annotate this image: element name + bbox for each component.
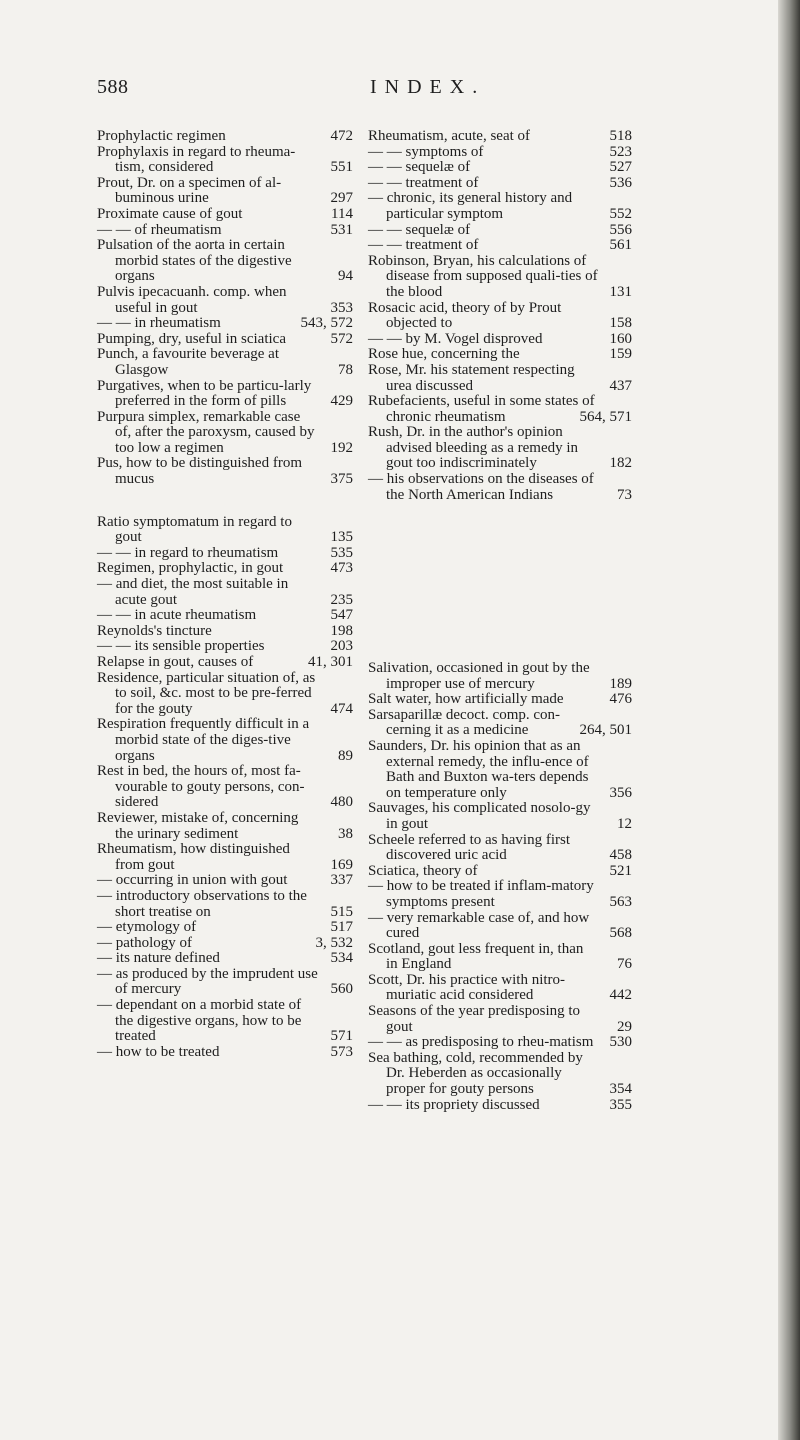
entry-page-ref: 375	[330, 471, 353, 488]
entry-page-ref: 521	[609, 862, 632, 879]
index-entry	[97, 456, 353, 487]
entry-text: Rosacic acid, theory of by Prout objected to	[368, 299, 562, 332]
entry-text: — — its propriety discussed	[368, 1096, 540, 1113]
entry-text: Ratio symptomatum in regard to gout	[97, 513, 292, 546]
entry-page-ref: 561	[609, 237, 632, 254]
index-entry	[97, 223, 353, 239]
index-entry	[368, 160, 632, 176]
entry-text: — and diet, the most suitable in acute gout	[97, 576, 289, 608]
entry-text: — introductory observations to the short treatise on	[97, 887, 307, 920]
index-entry	[368, 942, 632, 973]
index-entry	[368, 973, 632, 1004]
entry-text: — — sequelæ of	[368, 159, 471, 176]
entry-page-ref: 536	[609, 174, 632, 191]
index-entry	[97, 410, 353, 457]
entry-page-ref: 264, 501	[579, 722, 632, 739]
entry-text: Prout, Dr. on a specimen of al-buminous urine	[97, 174, 282, 207]
entry-page-ref: 560	[330, 981, 353, 998]
entry-page-ref: 12	[617, 815, 632, 832]
entry-text: Pulsation of the aorta in certain morbid states of the digestive organs	[97, 237, 292, 285]
entry-page-ref: 437	[609, 377, 632, 394]
entry-text: Punch, a favourite beverage at Glasgow	[97, 346, 279, 378]
section-gap	[97, 488, 353, 515]
index-entry	[97, 764, 353, 811]
entry-page-ref: 547	[330, 607, 353, 624]
entry-text: Residence, particular situation of, as to soil, &c. most to be pre-ferred for the gouty	[97, 669, 316, 717]
index-entry	[97, 717, 353, 764]
entry-page-ref: 531	[330, 221, 353, 238]
index-entry	[368, 363, 632, 394]
entry-page-ref: 442	[609, 987, 632, 1004]
entry-text: Relapse in gout, causes of	[97, 654, 254, 670]
entry-page-ref: 135	[330, 529, 353, 546]
entry-text: — as produced by the imprudent use of mercury	[97, 965, 318, 998]
entry-page-ref: 38	[338, 825, 353, 842]
index-entry	[368, 238, 632, 254]
entry-text: — chronic, its general history and particular symptom	[368, 190, 573, 222]
entry-text: — — treatment of	[368, 237, 479, 254]
entry-page-ref: 76	[617, 956, 632, 973]
index-entry	[368, 708, 632, 739]
entry-page-ref: 354	[609, 1081, 632, 1098]
entry-text: — — treatment of	[368, 174, 479, 191]
page-number: 588	[97, 76, 129, 98]
index-entry	[368, 833, 632, 864]
entry-text: — — by M. Vogel disproved	[368, 330, 543, 347]
entry-page-ref: 78	[338, 361, 353, 378]
entry-text: Rubefacients, useful in some states of chronic rheumatism	[368, 393, 595, 425]
entry-page-ref: 474	[330, 700, 353, 717]
index-entry	[368, 1004, 632, 1035]
entry-page-ref: 543, 572	[300, 315, 353, 332]
index-entry	[368, 692, 632, 708]
entry-text: — — symptoms of	[368, 143, 484, 160]
entry-text: Rose hue, concerning the	[368, 346, 520, 363]
index-entry	[97, 639, 353, 655]
index-entry	[97, 515, 353, 546]
index-entry	[368, 661, 632, 692]
index-entry	[368, 223, 632, 239]
entry-page-ref: 114	[331, 205, 353, 222]
index-entry	[368, 301, 632, 332]
index-entry	[97, 655, 353, 671]
entry-text: Pumping, dry, useful in sciatica	[97, 330, 286, 347]
entry-text: — occurring in union with gout	[97, 872, 288, 889]
index-entry	[368, 332, 632, 348]
entry-page-ref: 94	[338, 268, 353, 285]
entry-page-ref: 337	[330, 872, 353, 889]
index-entry	[97, 546, 353, 562]
entry-page-ref: 41, 301	[308, 654, 353, 670]
index-entry	[97, 129, 353, 145]
entry-text: Sciatica, theory of	[368, 862, 478, 879]
index-entry	[368, 1098, 632, 1114]
entry-page-ref: 527	[609, 159, 632, 176]
entry-page-ref: 169	[330, 856, 353, 873]
entry-text: Respiration frequently difficult in a morbid state of the diges-tive organs	[97, 716, 310, 764]
entry-text: Seasons of the year predisposing to gout	[368, 1003, 581, 1035]
entry-page-ref: 235	[330, 591, 353, 608]
entry-page-ref: 297	[330, 190, 353, 207]
entry-page-ref: 182	[609, 455, 632, 472]
entry-page-ref: 523	[609, 143, 632, 160]
index-entry	[368, 911, 632, 942]
index-entry	[97, 332, 353, 348]
entry-text: Scheele referred to as having first discovered uric acid	[368, 831, 570, 864]
index-entry	[97, 347, 353, 378]
index-entry	[97, 951, 353, 967]
index-entry	[97, 577, 353, 608]
entry-page-ref: 564, 571	[579, 408, 632, 425]
entry-text: — — sequelæ of	[368, 221, 471, 238]
entry-page-ref: 458	[609, 847, 632, 864]
entry-page-ref: 551	[330, 159, 353, 176]
index-entry	[97, 873, 353, 889]
entry-page-ref: 131	[609, 283, 632, 300]
entry-text: Prophylactic regimen	[97, 128, 226, 144]
entry-page-ref: 192	[330, 439, 353, 456]
index-entry	[97, 998, 353, 1045]
entry-text: — — of rheumatism	[97, 221, 222, 238]
entry-page-ref: 355	[609, 1096, 632, 1113]
entry-text: Regimen, prophylactic, in gout	[97, 560, 284, 577]
index-entry	[97, 238, 353, 285]
index-entry	[368, 254, 632, 301]
index-entry	[97, 379, 353, 410]
index-entry	[368, 1051, 632, 1098]
index-entry	[368, 425, 632, 472]
right-group-r	[368, 129, 632, 503]
entry-page-ref: 159	[609, 346, 632, 363]
index-entry	[97, 842, 353, 873]
index-entry	[368, 191, 632, 222]
index-entry	[97, 624, 353, 640]
entry-text: — how to be treated if inflam-matory symptoms present	[368, 878, 594, 910]
left-group-p	[97, 129, 353, 488]
entry-text: Reynolds's tincture	[97, 622, 212, 639]
entry-text: — dependant on a morbid state of the digestive organs, how to be treated	[97, 997, 302, 1045]
entry-page-ref: 571	[330, 1028, 353, 1045]
entry-text: Reviewer, mistake of, concerning the urinary sediment	[97, 809, 299, 842]
index-entry	[97, 889, 353, 920]
index-entry	[97, 207, 353, 223]
entry-text: Sauvages, his complicated nosolo-gy in gout	[368, 800, 591, 832]
index-entry	[368, 739, 632, 801]
entry-text: — etymology of	[97, 919, 197, 936]
entry-page-ref: 530	[609, 1034, 632, 1051]
entry-page-ref: 473	[330, 560, 353, 577]
index-entry	[368, 394, 632, 425]
entry-text: — its nature defined	[97, 950, 220, 967]
entry-page-ref: 518	[609, 128, 632, 144]
entry-page-ref: 189	[609, 675, 632, 692]
entry-page-ref: 552	[609, 205, 632, 222]
entry-page-ref: 160	[609, 330, 632, 347]
index-entry	[97, 671, 353, 718]
entry-text: — how to be treated	[97, 1043, 220, 1060]
entry-text: Purpura simplex, remarkable case of, after the paroxysm, caused by too low a regimen	[97, 408, 315, 456]
entry-text: Rest in bed, the hours of, most fa-vourable to gouty persons, con-sidered	[97, 763, 305, 811]
entry-page-ref: 198	[330, 622, 353, 639]
entry-page-ref: 3, 532	[315, 934, 353, 951]
index-entry	[368, 864, 632, 880]
index-entry	[368, 472, 632, 503]
entry-text: — — in acute rheumatism	[97, 607, 257, 624]
entry-text: Sea bathing, cold, recommended by Dr. Heberden as occasionally proper for gouty persons	[368, 1049, 583, 1098]
right-column-lower	[368, 661, 632, 1113]
entry-text: Scotland, gout less frequent in, than in England	[368, 940, 584, 973]
page-edge-shadow	[778, 0, 800, 1440]
entry-page-ref: 563	[609, 893, 632, 910]
entry-text: Pulvis ipecacuanh. comp. when useful in gout	[97, 283, 287, 316]
index-entry	[97, 285, 353, 316]
entry-page-ref: 476	[609, 691, 632, 708]
index-entry	[97, 936, 353, 952]
index-entry	[368, 347, 632, 363]
entry-page-ref: 356	[609, 784, 632, 801]
entry-page-ref: 535	[330, 544, 353, 561]
entry-page-ref: 29	[617, 1018, 632, 1035]
index-entry	[368, 176, 632, 192]
index-entry	[368, 1035, 632, 1051]
index-entry	[97, 145, 353, 176]
entry-text: Robinson, Bryan, his calculations of disease from supposed quali-ties of the blood	[368, 252, 598, 300]
index-entry	[97, 967, 353, 998]
index-entry	[368, 879, 632, 910]
entry-text: Purgatives, when to be particu-larly preferred in the form of pills	[97, 377, 312, 410]
index-entry	[368, 129, 632, 145]
entry-text: — very remarkable case of, and how cured	[368, 909, 590, 942]
page-title: INDEX.	[370, 76, 486, 98]
entry-page-ref: 534	[330, 950, 353, 967]
left-group-r	[97, 515, 353, 1061]
entry-text: — — in regard to rheumatism	[97, 544, 279, 561]
left-column	[97, 129, 353, 1060]
index-entry	[97, 176, 353, 207]
index-entry	[97, 561, 353, 577]
entry-page-ref: 573	[330, 1043, 353, 1060]
index-entry	[368, 145, 632, 161]
entry-text: — — as predisposing to rheu-matism	[368, 1034, 594, 1051]
entry-text: Salivation, occasioned in gout by the improper use of mercury	[368, 660, 590, 692]
entry-text: Rheumatism, acute, seat of	[368, 128, 531, 144]
index-entry	[368, 801, 632, 832]
entry-page-ref: 480	[330, 794, 353, 811]
entry-page-ref: 472	[330, 128, 353, 144]
index-entry	[97, 316, 353, 332]
entry-text: — his observations on the diseases of the North American Indians	[368, 471, 594, 503]
entry-text: Scott, Dr. his practice with nitro-muriatic acid considered	[368, 971, 566, 1004]
entry-page-ref: 515	[330, 903, 353, 920]
entry-text: Sarsaparillæ decoct. comp. con-cerning it as a medicine	[368, 706, 561, 739]
entry-text: — pathology of	[97, 934, 192, 951]
index-entry	[97, 920, 353, 936]
entry-text: Prophylaxis in regard to rheuma-tism, considered	[97, 143, 296, 176]
entry-text: Salt water, how artificially made	[368, 691, 564, 708]
entry-page-ref: 73	[617, 486, 632, 503]
right-group-s	[368, 661, 632, 1113]
entry-page-ref: 572	[330, 330, 353, 347]
index-entry	[97, 811, 353, 842]
entry-text: Proximate cause of gout	[97, 205, 243, 222]
entry-text: Rush, Dr. in the author's opinion advised bleeding as a remedy in gout too indiscriminately	[368, 424, 579, 472]
entry-page-ref: 203	[330, 638, 353, 655]
entry-text: — — its sensible properties	[97, 638, 265, 655]
right-column	[368, 129, 632, 503]
entry-page-ref: 517	[330, 919, 353, 936]
entry-page-ref: 429	[330, 393, 353, 410]
entry-text: Saunders, Dr. his opinion that as an external remedy, the influ-ence of Bath and Buxton wa-ters depends on temperature only	[368, 737, 589, 801]
index-entry	[97, 1045, 353, 1061]
entry-page-ref: 556	[609, 221, 632, 238]
entry-text: Pus, how to be distinguished from mucus	[97, 455, 302, 488]
entry-text: Rose, Mr. his statement respecting urea discussed	[368, 361, 575, 394]
entry-page-ref: 89	[338, 747, 353, 764]
entry-text: Rheumatism, how distinguished from gout	[97, 841, 290, 873]
entry-page-ref: 158	[609, 315, 632, 332]
index-entry	[97, 608, 353, 624]
entry-text: — — in rheumatism	[97, 315, 221, 332]
entry-page-ref: 353	[330, 299, 353, 316]
entry-page-ref: 568	[609, 925, 632, 942]
